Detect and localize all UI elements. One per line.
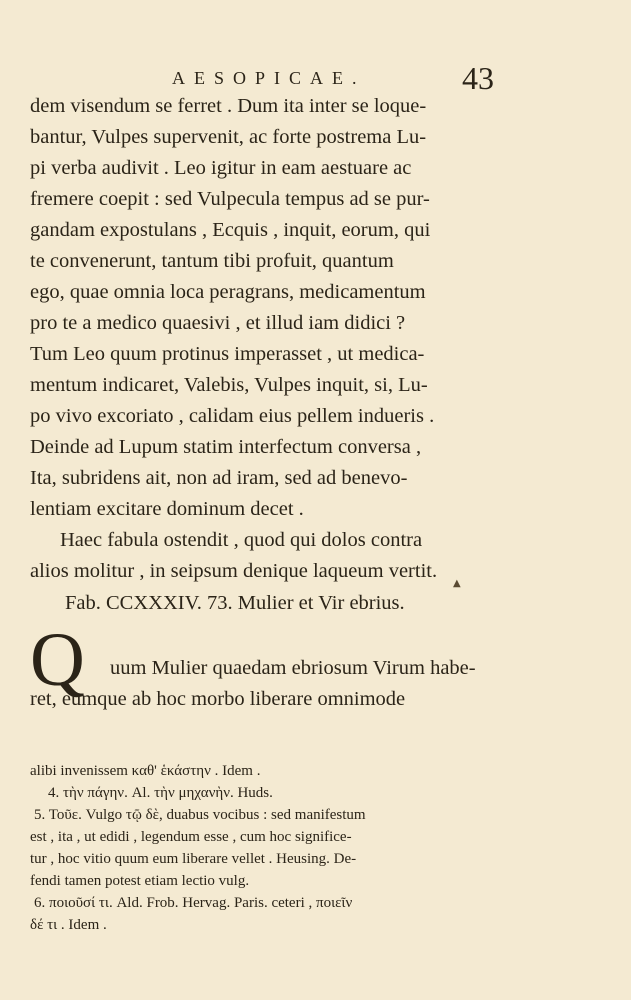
footnote-line: tur , hoc vitio quum eum liberare vellet . Heusing. De- <box>30 851 357 867</box>
text-line: fremere coepit : sed Vulpecula tempus ad se pur- <box>30 188 430 210</box>
text-line: gandam expostulans , Ecquis , inquit, eorum, qui <box>30 219 431 241</box>
text-line: pi verba audivit . Leo igitur in eam aestuare ac <box>30 157 412 179</box>
text-line: Ita, subridens ait, non ad iram, sed ad benevo- <box>30 467 408 489</box>
footnote-line: alibi invenissem καθ' ἑκάστην . Idem . <box>30 763 261 779</box>
drop-cap: Q <box>30 618 85 702</box>
footnote-line: 5. Τοῦε. Vulgo τῷ δὲ, duabus vocibus : sed manifestum <box>34 807 366 823</box>
moral-line: alios molitur , in seipsum denique laqueum vertit. <box>30 560 438 582</box>
text-line: Deinde ad Lupum statim interfectum conversa , <box>30 436 422 458</box>
text-line: te convenerunt, tantum tibi profuit, quantum <box>30 250 394 272</box>
text-line: dem visendum se ferret . Dum ita inter se loque- <box>30 95 427 117</box>
footnote-line: δέ τι . Idem . <box>30 917 107 933</box>
text-line: po vivo excoriato , calidam eius pellem indueris . <box>30 405 435 427</box>
footnote-line: 6. ποιοῦσί τι. Ald. Frob. Hervag. Paris. ceteri , ποιεῖν <box>34 895 353 911</box>
text-line: ret, eumque ab hoc morbo liberare omnimode <box>30 688 406 710</box>
ornament-mark: ▲ <box>453 578 461 589</box>
text-line: ego, quae omnia loca peragrans, medicamentum <box>30 281 426 303</box>
text-line: mentum indicaret, Valebis, Vulpes inquit, si, Lu- <box>30 374 428 396</box>
footnote-line: fendi tamen potest etiam lectio vulg. <box>30 873 250 889</box>
text-line: Tum Leo quum protinus imperasset , ut medica- <box>30 343 425 365</box>
text-line: uum Mulier quaedam ebriosum Virum habe- <box>110 657 476 679</box>
text-line: pro te a medico quaesivi , et illud iam didici ? <box>30 312 406 334</box>
footnote-line: est , ita , ut edidi , legendum esse , cum hoc significe- <box>30 829 352 845</box>
footnote-line: 4. τὴν πάγην. Al. τὴν μηχανὴν. Huds. <box>48 785 273 801</box>
text-line: bantur, Vulpes supervenit, ac forte postrema Lu- <box>30 126 427 148</box>
text-line: lentiam excitare dominum decet . <box>30 498 304 520</box>
page-number: 43 <box>462 60 494 96</box>
fable-title: Fab. CCXXXIV. 73. Mulier et Vir ebrius. <box>65 592 405 614</box>
running-head: AESOPICAE. <box>172 68 366 88</box>
moral-line: Haec fabula ostendit , quod qui dolos contra <box>60 529 423 551</box>
